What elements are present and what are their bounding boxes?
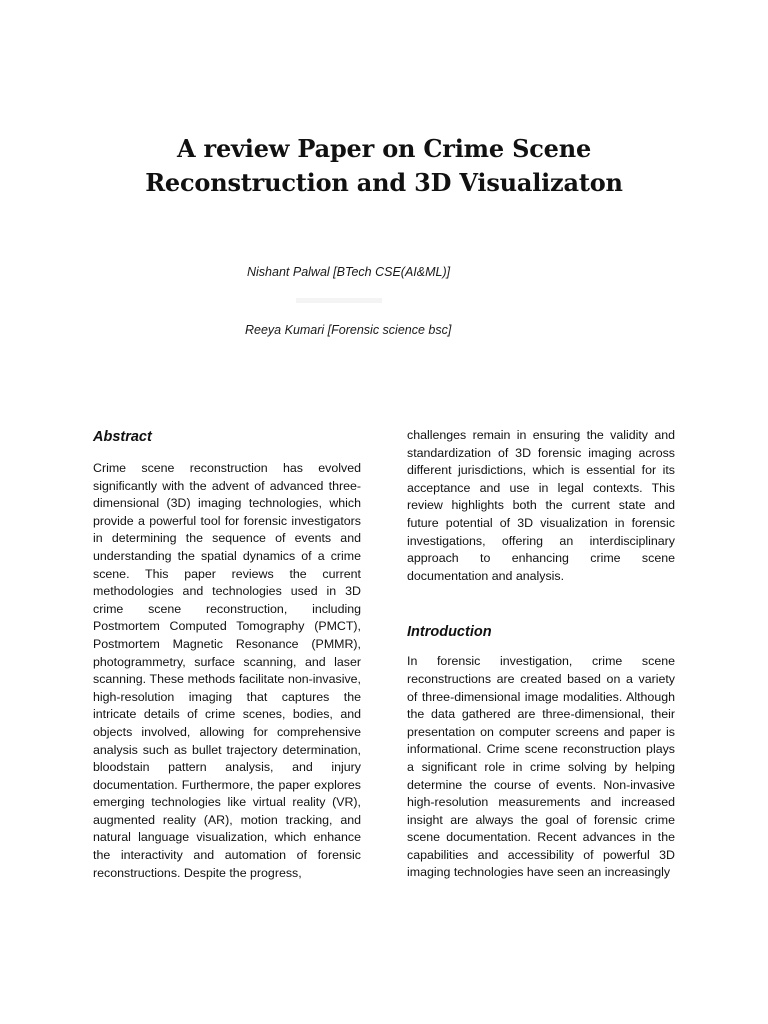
abstract-text-part-2: challenges remain in ensuring the validity and standardization of 3D forensic imaging across different jurisdictions, which is essential for its acceptance and use in legal contexts. This review highlights both the current state and future potential of 3D visualization in forensic investigations, offering an interdisciplinary approach to enhancing crime scene documentation and analysis.: [407, 428, 675, 583]
abstract-text-part-1: Crime scene reconstruction has evolved significantly with the advent of advanced three-dimensional (3D) imaging technologies, which provide a powerful tool for forensic investigators in determining the sequence of events and understanding the spatial dynamics of a crime scene. This paper reviews the current methodologies and technologies used in 3D crime scene reconstruction, including Postmortem Computed Tomography (PMCT), Postmortem Magnetic Resonance (PMMR), photogrammetry, surface scanning, and laser scanning. These methods facilitate non-invasive, high-resolution imaging that captures the intricate details of crime scenes, bodies, and objects involved, allowing for comprehensive analysis such as bullet trajectory determination, bloodstain pattern analysis, and injury documentation. Furthermore, the paper explores emerging technologies like virtual reality (VR), augmented reality (AR), motion tracking, and natural language visualization, which enhance the interactivity and automation of forensic reconstructions. Despite the progress,: [93, 461, 361, 880]
faint-divider: [296, 298, 382, 303]
left-column: [93, 427, 361, 882]
paper-title: [84, 132, 684, 200]
right-column: [407, 427, 675, 882]
author-1: Nishant Palwal [BTech CSE(AI&ML)]: [247, 265, 451, 279]
author-2: Reeya Kumari [Forensic science bsc]: [245, 323, 452, 337]
title-line-1: A review Paper on Crime Scene: [176, 134, 592, 163]
title-line-2: Reconstruction and 3D Visualizaton: [145, 168, 623, 197]
introduction-text: In forensic investigation, crime scene reconstructions are created based on a variety of three-dimensional image modalities. Although the data gathered are three-dimensional, their presentation on computer screens and paper is informational. Crime scene reconstruction plays a significant role in crime solving by helping determine the course of events. Non-invasive high-resolution measurements and increased insight are always the goal of forensic crime scene documentation. Recent advances in the capabilities and accessibility of powerful 3D imaging technologies have seen an increasingly: [407, 654, 675, 880]
abstract-heading: Abstract: [93, 429, 152, 445]
introduction-heading: Introduction: [407, 624, 492, 641]
